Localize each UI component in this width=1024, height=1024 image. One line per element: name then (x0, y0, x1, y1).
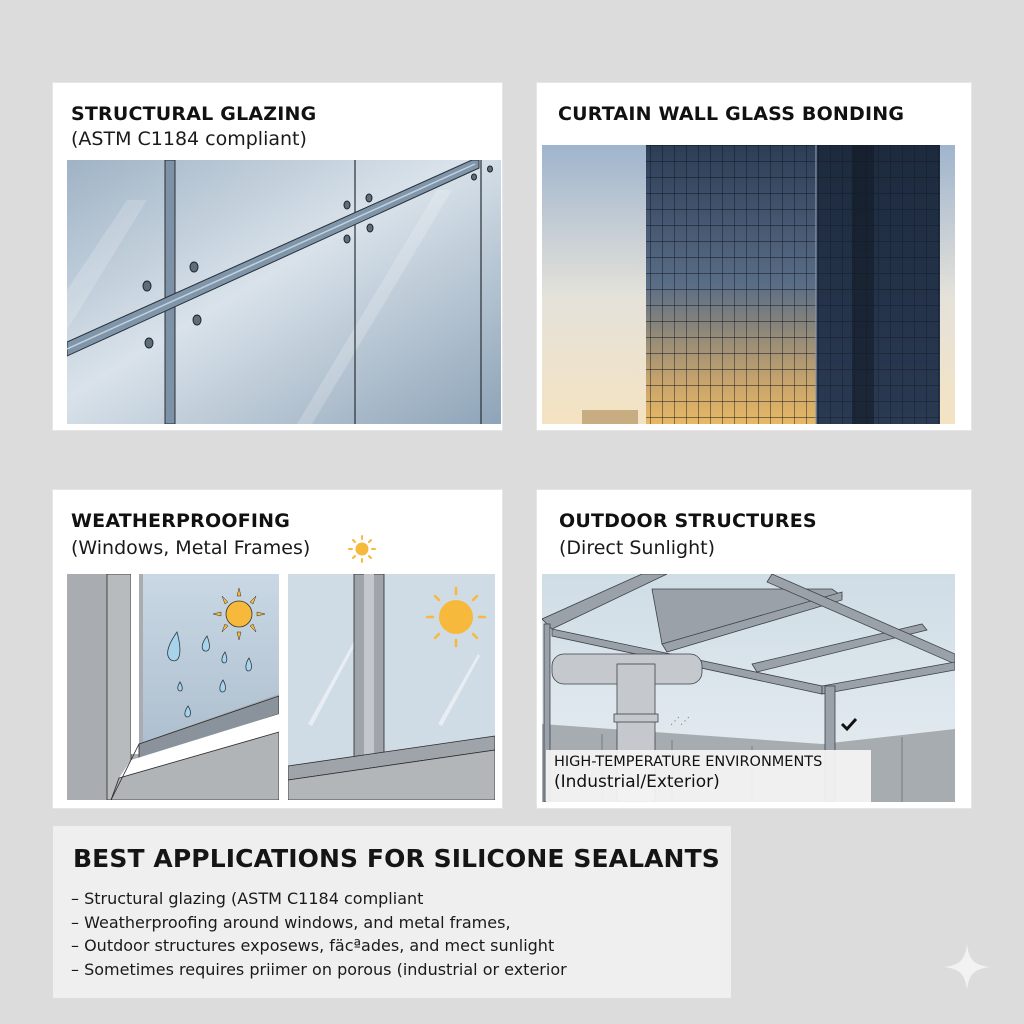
skyscraper-image (542, 145, 955, 424)
window-frame-sun-image (288, 574, 495, 800)
card-title: CURTAIN WALL GLASS BONDING (558, 103, 905, 125)
card-subtitle: (Windows, Metal Frames) (71, 537, 311, 559)
glass-facade-image (67, 160, 501, 424)
summary-title: BEST APPLICATIONS FOR SILICONE SEALANTS (73, 844, 720, 873)
summary-panel (53, 826, 731, 998)
card-title: WEATHERPROOFING (71, 510, 291, 532)
window-rain-sun-image (67, 574, 279, 800)
card-structural-glazing (53, 83, 502, 430)
sparkle-icon (942, 942, 992, 992)
card-title: OUTDOOR STRUCTURES (559, 510, 817, 532)
card-subtitle: (Direct Sunlight) (559, 537, 716, 559)
svg-text:⋰⋰: ⋰⋰ (670, 716, 690, 727)
card-curtain-wall (537, 83, 971, 430)
card-weatherproofing (53, 490, 502, 808)
high-temperature-label (546, 750, 871, 802)
summary-item: – Outdoor structures exposews, fäcªades, and mect sunlight (71, 936, 555, 955)
summary-item: – Sometimes requires priimer on porous (industrial or exterior (71, 959, 567, 979)
summary-item: – Weatherproofing around windows, and metal frames, (71, 912, 511, 932)
overlay-subheading: (Industrial/Exterior) (554, 772, 720, 792)
checkmark-icon (839, 714, 859, 734)
canopy-pipe-image (542, 574, 955, 802)
summary-item: – Structural glazing (ASTM C1184 compliant (71, 889, 424, 908)
sun-icon (347, 534, 377, 564)
card-outdoor-structures (537, 490, 971, 808)
overlay-heading: HIGH-TEMPERATURE ENVIRONMENTS (554, 754, 823, 770)
card-subtitle: (ASTM C1184 compliant) (71, 128, 307, 150)
summary-list (71, 887, 567, 981)
card-title: STRUCTURAL GLAZING (71, 103, 317, 125)
